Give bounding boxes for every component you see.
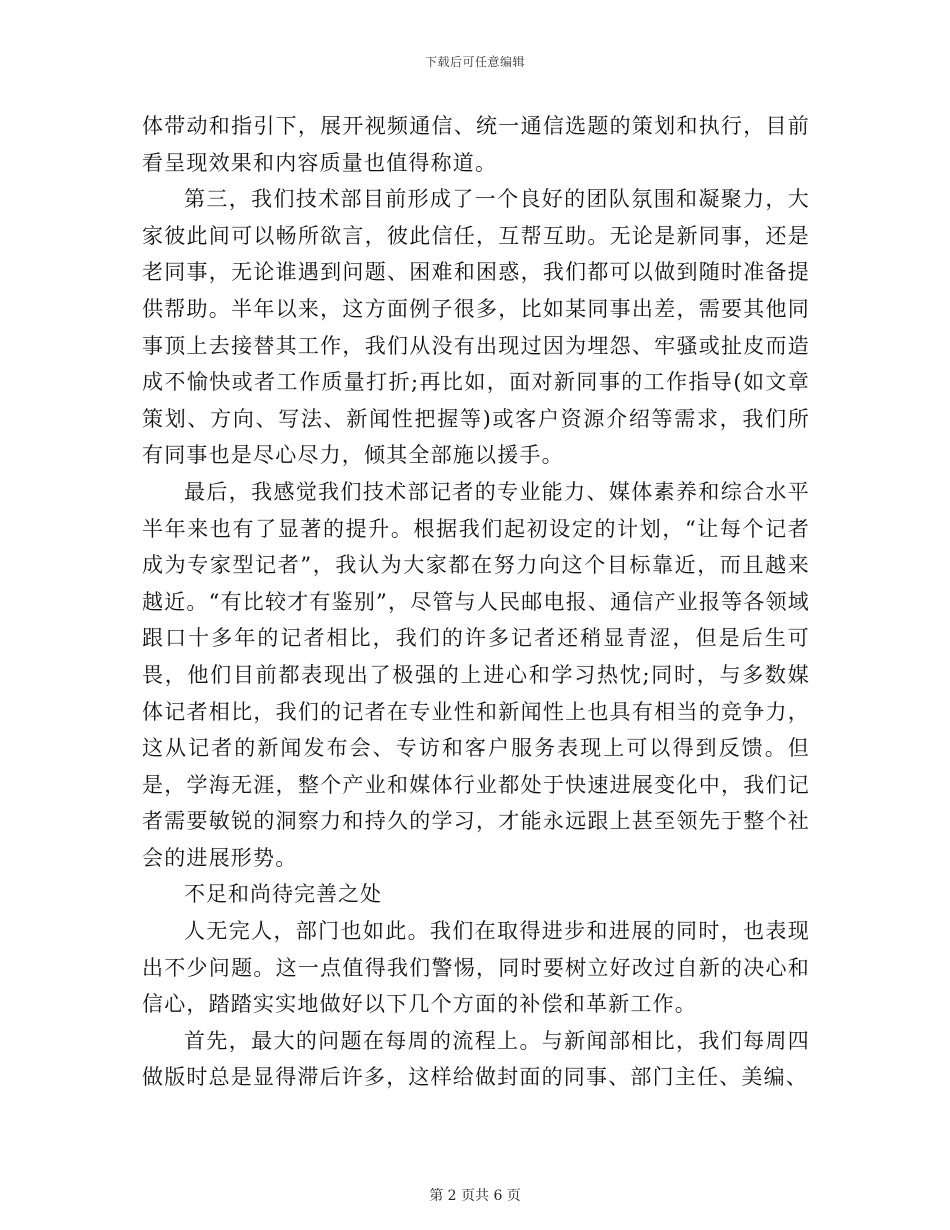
- section-heading: 不足和尚待完善之处: [184, 882, 382, 907]
- paragraph-continuation: 体带动和指引下，展开视频通信、统一通信选题的策划和执行，目前看呈现效果和内容质量也值得称道。: [142, 114, 810, 175]
- paragraph-last-point: 最后，我感觉我们技术部记者的专业能力、媒体素养和综合水平半年来也有了显著的提升。根据我们起初设定的计划，“让每个记者成为专家型记者”，我认为大家都在努力向这个目标靠近，而且越来越近。“有比较才有鉴别”，尽管与人民邮电报、通信产业报等各领域跟口十多年的记者相比，我们的许多记者还稍显青涩，但是后生可畏，他们目前都表现出了极强的上进心和学习热忱;同时，与多数媒体记者相比，我们的记者在专业性和新闻性上也具有相当的竞争力，这从记者的新闻发布会、专访和客户服务表现上可以得到反馈。但是，学海无涯，整个产业和媒体行业都处于快速进展变化中，我们记者需要敏锐的洞察力和持久的学习，才能永远跟上甚至领先于整个社会的进展形势。: [142, 479, 810, 870]
- header-note: 下载后可任意编辑: [424, 55, 525, 69]
- paragraph-third-point: 第三，我们技术部目前形成了一个良好的团队氛围和凝聚力，大家彼此间可以畅所欲言，彼此信任，互帮互助。无论是新同事，还是老同事，无论谁遇到问题、困难和困惑，我们都可以做到随时准备提供帮助。半年以来，这方面例子很多，比如某同事出差，需要其他同事顶上去接替其工作，我们从没有出现过因为埋怨、牢骚或扯皮而造成不愉快或者工作质量打折;再比如，面对新同事的工作指导(如文章策划、方向、写法、新闻性把握等)或客户资源介绍等需求，我们所有同事也是尽心尽力，倾其全部施以援手。: [142, 187, 810, 468]
- document-body: [142, 108, 810, 1096]
- paragraph-shortcomings-intro: 人无完人，部门也如此。我们在取得进步和进展的同时，也表现出不少问题。这一点值得我们警惕，同时要树立好改过自新的决心和信心，踏踏实实地做好以下几个方面的补偿和革新工作。: [142, 919, 810, 1017]
- paragraph-first-problem: 首先，最大的问题在每周的流程上。与新闻部相比，我们每周四做版时总是显得滞后许多，这样给做封面的同事、部门主任、美编、: [142, 1028, 810, 1090]
- page-number: 第 2 页共 6 页: [429, 1188, 521, 1204]
